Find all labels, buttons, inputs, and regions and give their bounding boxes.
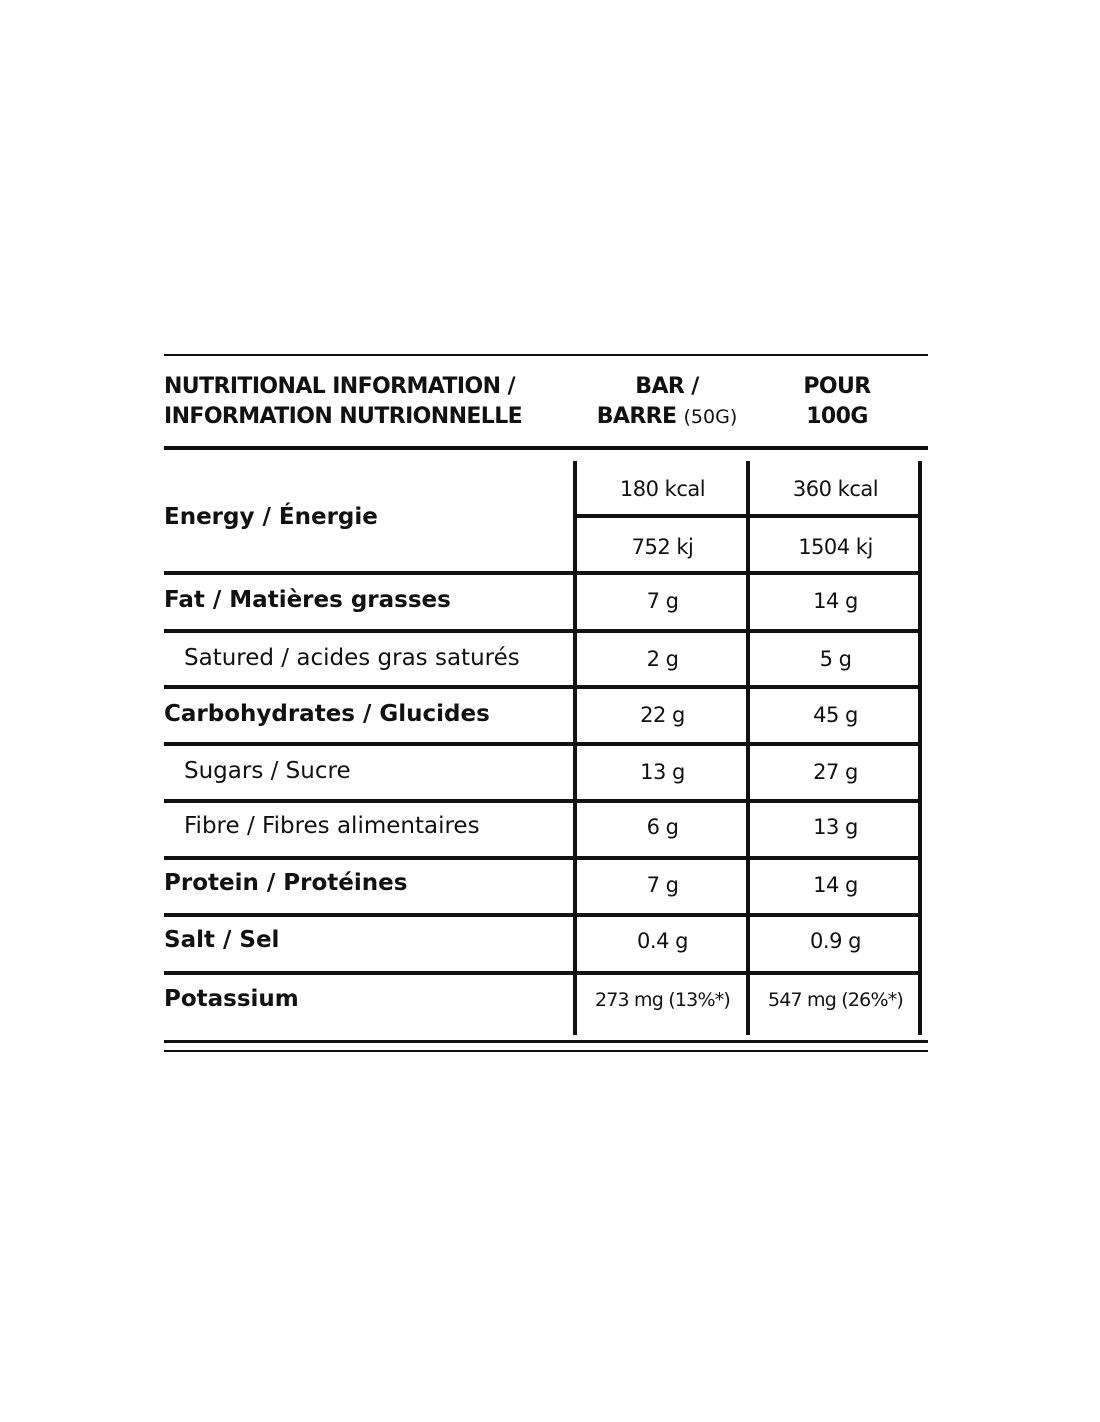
header-100-line1: POUR — [803, 374, 871, 399]
row-label: Fibre / Fibres alimentaires — [184, 813, 480, 839]
row-bar-value: 13 g — [640, 760, 685, 784]
row-label: Potassium — [164, 986, 299, 1012]
row-100g-value: 45 g — [813, 703, 858, 727]
row-label: Protein / Protéines — [164, 870, 408, 896]
table-row-sugars — [164, 746, 922, 800]
row-label: Salt / Sel — [164, 927, 280, 953]
table-row-fibre — [164, 803, 922, 857]
column-divider-100g — [746, 461, 750, 1035]
row-100g-value: 0.9 g — [810, 929, 861, 953]
energy-100g-kj: 1504 kj — [798, 535, 873, 559]
table-row-salt — [164, 917, 922, 971]
row-label: Carbohydrates / Glucides — [164, 701, 490, 727]
row-100g-value: 5 g — [819, 647, 852, 671]
nutrition-grid — [164, 461, 922, 1035]
header-label-line1: NUTRITIONAL INFORMATION / — [164, 374, 515, 399]
row-100g-value: 547 mg (26%*) — [767, 989, 904, 1011]
table-row-protein — [164, 860, 922, 914]
row-bar-value: 6 g — [646, 815, 679, 839]
bottom-rule-thin — [164, 1050, 928, 1052]
row-100g-value: 14 g — [813, 873, 858, 897]
energy-row — [164, 461, 922, 573]
row-100g-value: 14 g — [813, 589, 858, 613]
header-100-line2: 100G — [806, 404, 868, 429]
energy-bar-kcal: 180 kcal — [619, 477, 706, 501]
header-bar-unit: (50G) — [683, 406, 738, 428]
column-border-right — [918, 461, 922, 1035]
header-label-line2: INFORMATION NUTRIONNELLE — [164, 404, 523, 429]
table-row-potassium — [164, 975, 922, 1035]
top-rule — [164, 354, 928, 356]
column-divider-bar — [573, 461, 577, 1035]
row-100g-value: 13 g — [813, 815, 858, 839]
row-bar-value: 2 g — [646, 647, 679, 671]
row-bar-value: 273 mg (13%*) — [594, 989, 731, 1011]
nutrition-table — [164, 354, 928, 1054]
row-bar-value: 22 g — [640, 703, 685, 727]
energy-label: Energy / Énergie — [164, 504, 378, 530]
table-row-saturated — [164, 633, 922, 687]
row-bar-value: 7 g — [646, 589, 679, 613]
table-row-fat — [164, 575, 922, 629]
row-bar-value: 7 g — [646, 873, 679, 897]
header-rule — [164, 446, 928, 450]
header-label — [164, 372, 574, 432]
row-bar-value: 0.4 g — [637, 929, 688, 953]
bottom-rule — [164, 1040, 928, 1043]
row-label: Fat / Matières grasses — [164, 587, 451, 613]
energy-100g-kcal: 360 kcal — [792, 477, 879, 501]
row-label: Satured / acides gras saturés — [184, 645, 520, 671]
table-row-carbohydrates — [164, 689, 922, 743]
header-per-100g — [752, 372, 922, 432]
header-bar-text: BARRE — [596, 404, 677, 429]
row-100g-value: 27 g — [813, 760, 858, 784]
header-bar-line2 — [582, 402, 752, 432]
energy-bar-kj: 752 kj — [631, 535, 694, 559]
header-bar-line1: BAR / — [635, 374, 699, 399]
header-per-bar — [582, 372, 752, 432]
row-label: Sugars / Sucre — [184, 758, 351, 784]
